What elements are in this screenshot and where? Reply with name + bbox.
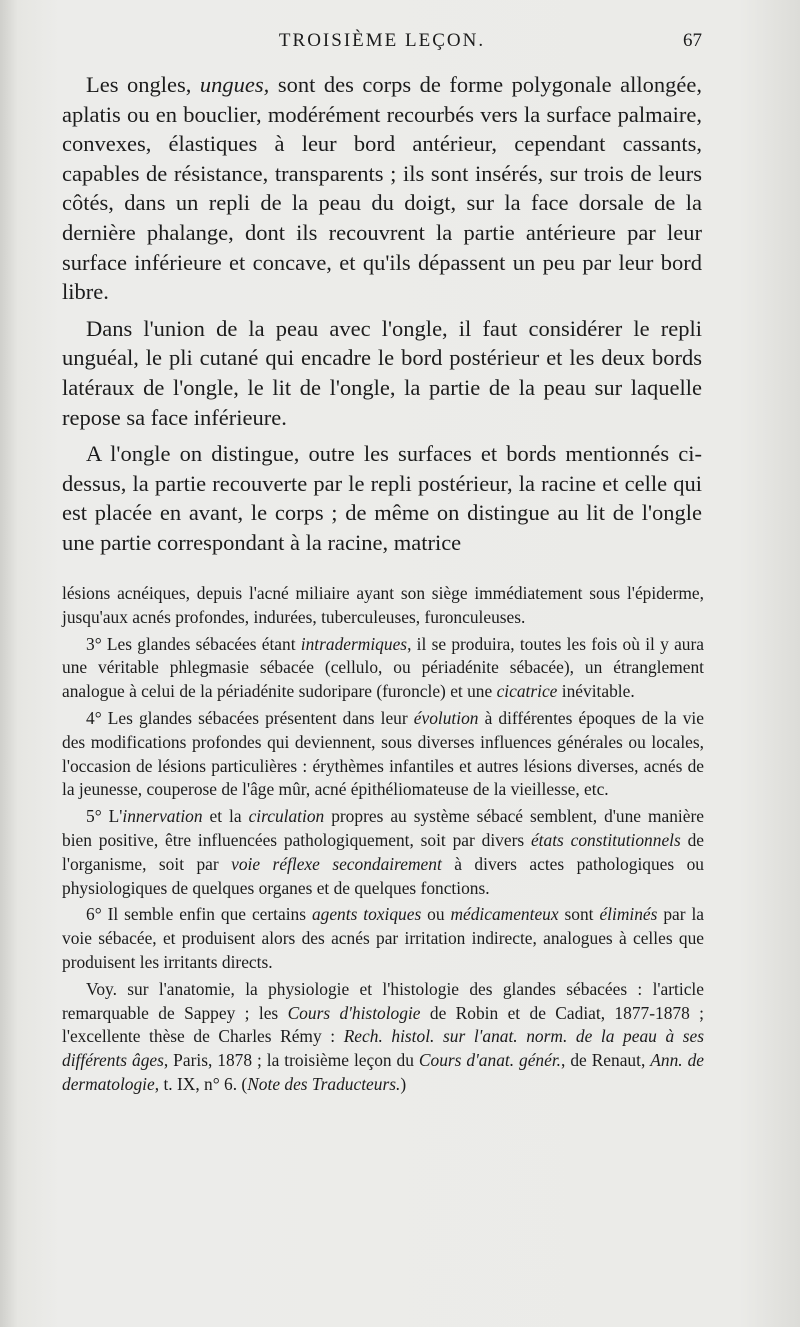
- paragraph-union-peau-ongle: Dans l'union de la peau avec l'ongle, il faut considérer le repli unguéal, le pli cutané qui encadre le bord postérieur et les deux bords latéraux de l'ongle, le lit de l'ongle, la partie de la peau sur laquelle repose sa face inférieure.: [62, 315, 702, 430]
- italic-title: Ann. de dermatologie: [62, 1050, 704, 1094]
- italic-title: Note des Traducteurs.: [247, 1073, 401, 1094]
- italic-title: Cours d'histologie: [287, 1002, 421, 1023]
- italic-term: agents toxiques: [311, 904, 422, 925]
- italic-term: évolution: [413, 707, 479, 728]
- footnote-item-3: [62, 633, 704, 704]
- text-run: par la voie sébacée, et produisent alors des acnés par irritation indirecte, analogues à celles que produisent les irritants directs.: [62, 904, 704, 972]
- italic-term: médicamenteux: [450, 904, 559, 925]
- italic-term: intradermiques: [300, 633, 408, 654]
- text-run: à différentes époques de la vie des modifications profondes qui deviennent, sous diverses influences générales ou locales, l'occasion de lésions particulières : érythèmes infantiles et autres lésions diverses, acnés de la jeunesse, couperose de l'âge mûr, acné épithéliomateuse de la vieillesse, etc.: [62, 707, 704, 800]
- main-text: [62, 70, 702, 565]
- text-run: ): [400, 1073, 407, 1094]
- page-number: 67: [683, 30, 702, 51]
- text-run: 3° Les glandes sébacées étant: [86, 633, 301, 654]
- text-run: 4° Les glandes sébacées présentent dans leur: [86, 707, 414, 728]
- text-run: de Robin et de Cadiat, 1877-1878 ; l'excellente thèse de Charles Rémy :: [62, 1002, 704, 1047]
- text-run: , t. IX, n° 6. (: [154, 1073, 248, 1094]
- text-run: , il se produira, toutes les fois où il y aura une véritable phlegmasie sébacée (cellulo, ou périadénite sébacée), un étranglement analogue à celui de la périadénite sudoripare (furoncle) et une: [62, 633, 704, 702]
- italic-title: Cours d'anat. génér.: [418, 1050, 562, 1071]
- page-header: [62, 30, 702, 60]
- footnote-continuation: lésions acnéiques, depuis l'acné miliaire ayant son siège immédiatement sous l'épiderme, jusqu'aux acnés profondes, indurées, tuberculeuses, furonculeuses.: [62, 583, 704, 627]
- text-run: , Paris, 1878 ; la troisième leçon du: [163, 1050, 419, 1071]
- text-run: Les ongles,: [86, 72, 200, 97]
- text-run: propres au système sébacé semblent, d'une manière bien positive, être influencées pathologiquement, soit par divers: [62, 806, 704, 850]
- text-run: Voy. sur l'anatomie, la physiologie et l'histologie des glandes sébacées : l'article remarquable de Sappey ; les: [62, 978, 704, 1023]
- text-run: ou: [421, 904, 451, 925]
- text-run: , de Renaut,: [561, 1050, 651, 1071]
- footnote-item-6: [62, 903, 704, 974]
- italic-term: cicatrice: [496, 681, 558, 702]
- footnote-item-5: [62, 805, 704, 900]
- text-run: 6° Il semble enfin que certains: [86, 904, 312, 925]
- text-run: sont: [558, 904, 600, 925]
- text-run: de l'organisme, soit par: [62, 829, 705, 874]
- italic-term: circulation: [248, 806, 325, 827]
- running-title: TROISIÈME LEÇON.: [278, 30, 486, 51]
- italic-term: ungues,: [199, 72, 270, 97]
- italic-term: innervation: [122, 806, 203, 827]
- paragraph-ongles: [62, 70, 702, 307]
- text-run: à divers actes pathologiques ou physiologiques de quelques organes et de quelques fonctions.: [62, 853, 704, 898]
- text-run: inévitable.: [557, 681, 635, 702]
- footnote-references: [62, 978, 704, 1097]
- paragraph-distinctions: A l'ongle on distingue, outre les surfaces et bords mentionnés ci-dessus, la partie recouverte par le repli postérieur, la racine et celle qui est placée en avant, le corps ; de même on distingue au lit de l'ongle une partie correspondant à la racine, matrice: [62, 441, 702, 555]
- text-run: 5° L': [86, 806, 123, 827]
- italic-term: voie réflexe secondairement: [231, 853, 442, 874]
- text-run: sont des corps de forme polygonale allongée, aplatis ou en bouclier, modérément recourbés vers la surface palmaire, convexes, élastiques à leur bord antérieur, cependant cassants, capables de résistance, transparents ; ils sont insérés, sur trois de leurs côtés, dans un repli de la peau du doigt, sur la face dorsale de la dernière phalange, dont ils recouvrent la partie antérieure par leur surface inférieure et concave, et qu'ils dépassent un peu par leur bord libre.: [62, 72, 702, 305]
- italic-title: Rech. histol. sur l'anat. norm. de la peau à ses différents âges: [62, 1026, 704, 1071]
- footnote-item-4: [62, 707, 704, 802]
- italic-term: éliminés: [599, 904, 658, 925]
- italic-term: états constitutionnels: [530, 829, 681, 850]
- footnotes: [62, 582, 704, 1100]
- text-run: et la: [202, 806, 249, 827]
